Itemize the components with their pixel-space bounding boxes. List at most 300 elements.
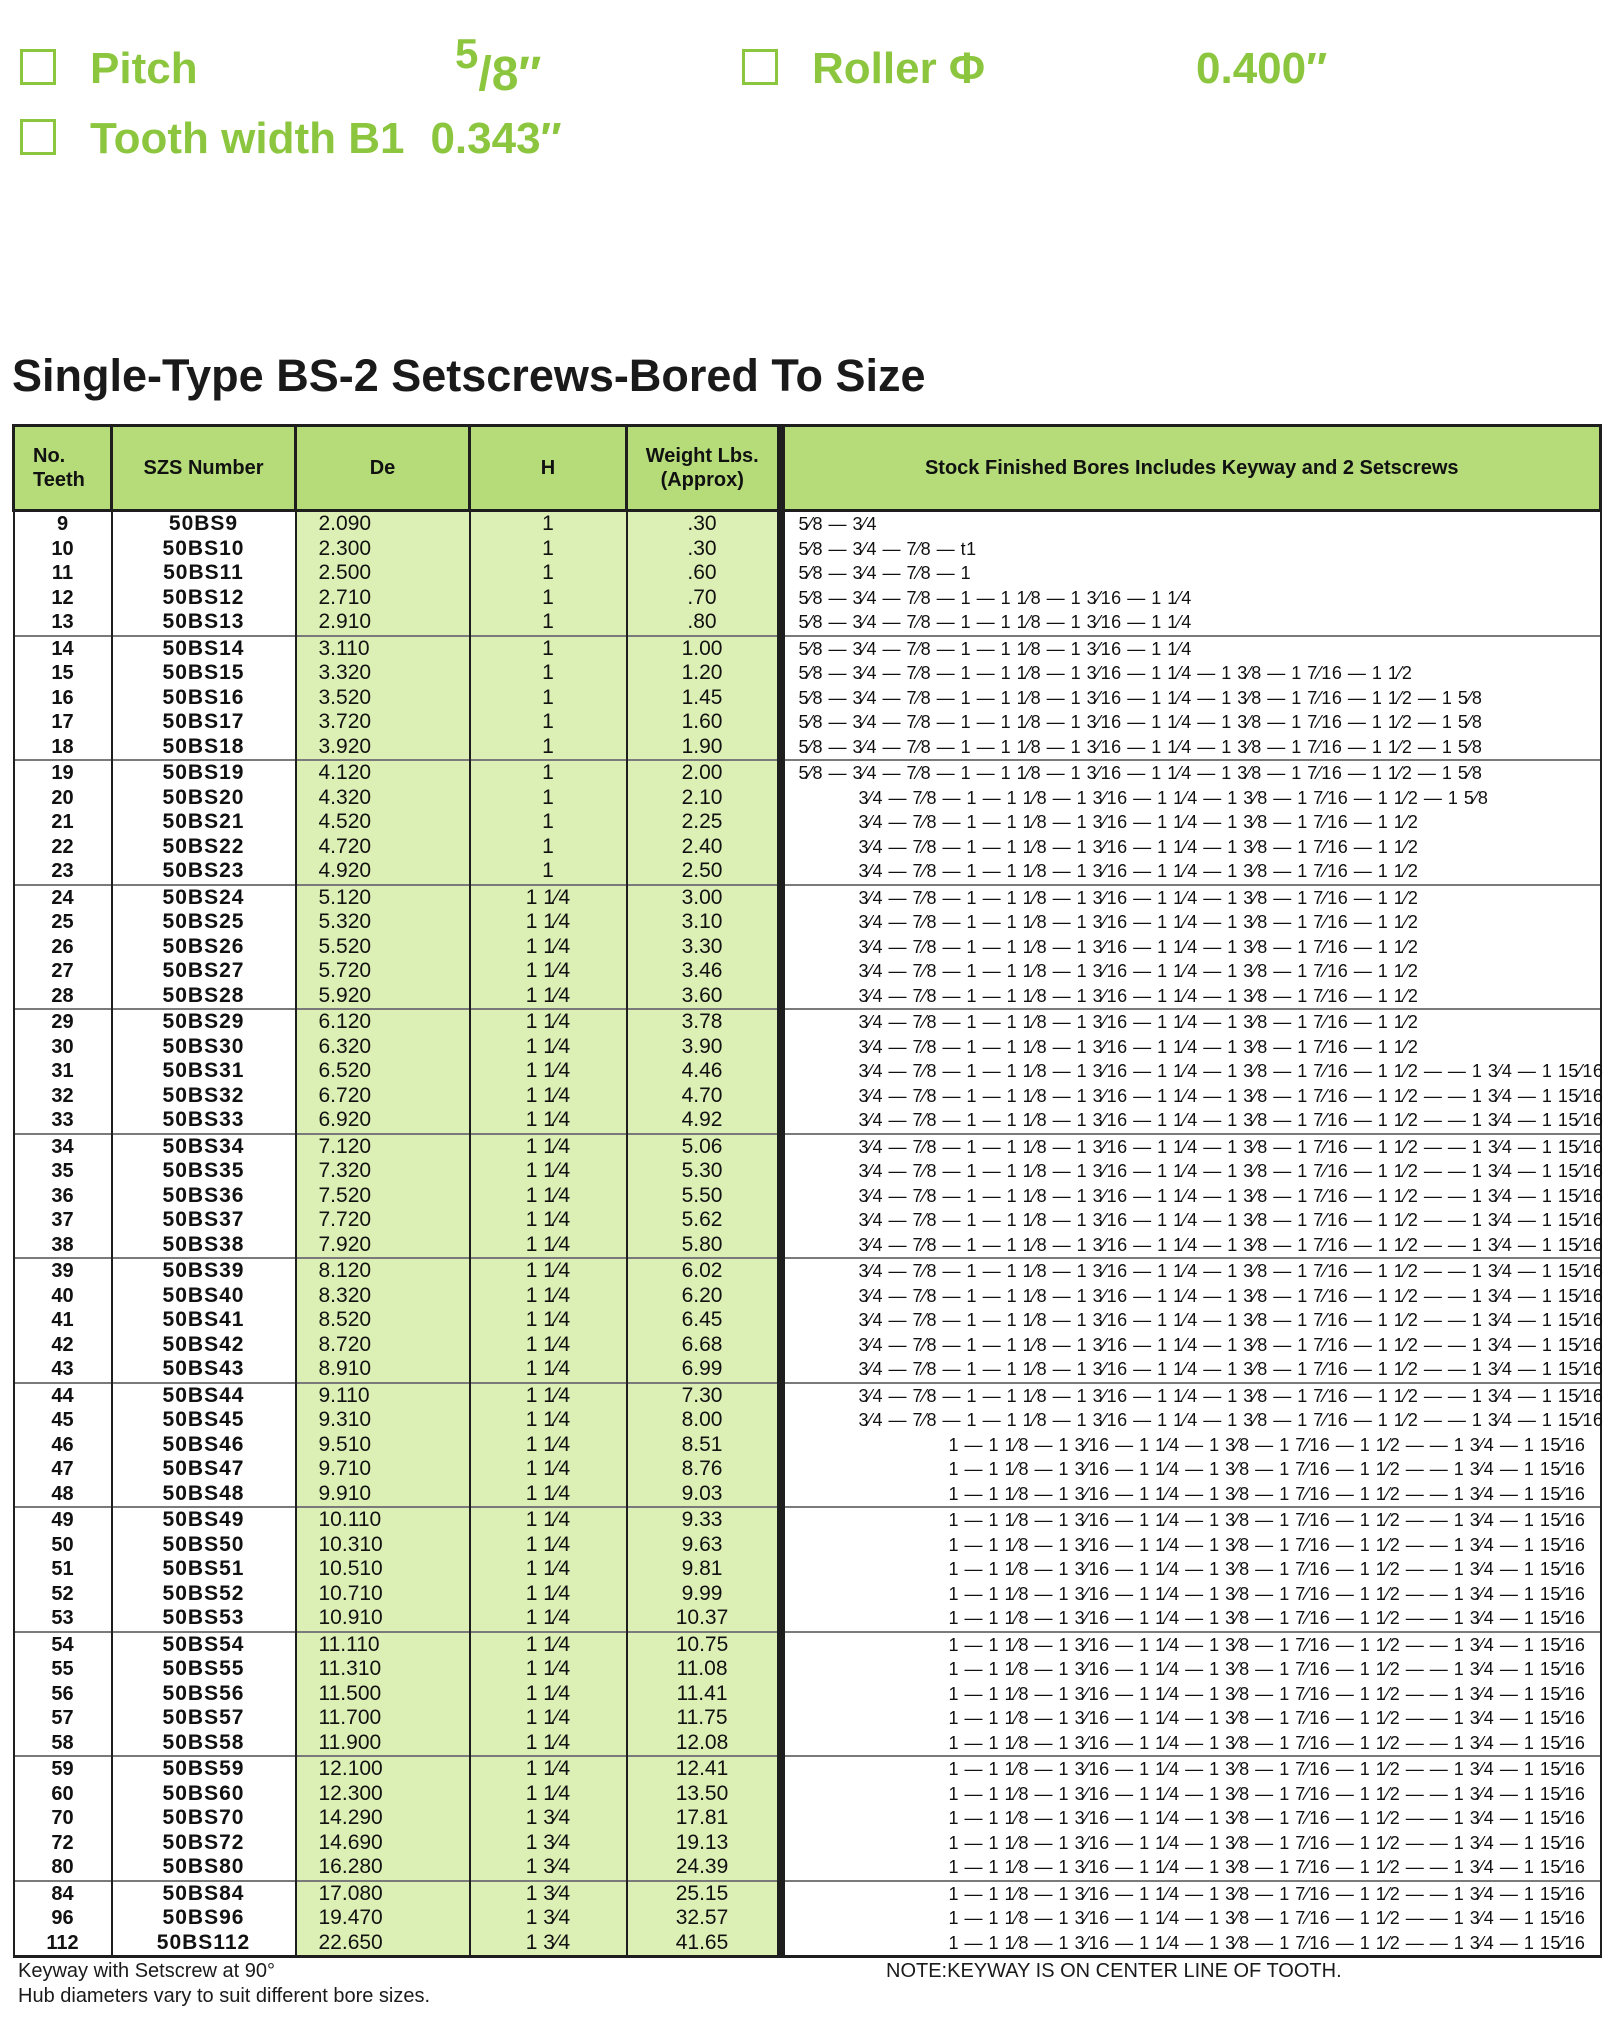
checkbox-icon[interactable]: [742, 49, 778, 85]
stock-bores-cell: 5⁄8 — 3⁄4 — 7⁄8 — 1 — 1 1⁄8 — 1 3⁄16 — 1 1⁄4 — 1 3⁄8 — 1 7⁄16 — 1 1⁄2: [781, 661, 1601, 686]
weight-cell: 11.41: [627, 1682, 781, 1707]
szs-number-cell: 50BS80: [112, 1855, 296, 1881]
de-cell: 6.720: [296, 1084, 470, 1109]
teeth-cell: 25: [14, 910, 112, 935]
hub-length-cell: 1: [470, 511, 627, 537]
szs-number-cell: 50BS42: [112, 1333, 296, 1358]
szs-number-cell: 50BS33: [112, 1108, 296, 1134]
de-cell: 22.650: [296, 1931, 470, 1957]
szs-number-cell: 50BS112: [112, 1931, 296, 1957]
stock-bores-cell: 3⁄4 — 7⁄8 — 1 — 1 1⁄8 — 1 3⁄16 — 1 1⁄4 — 1 3⁄8 — 1 7⁄16 — 1 1⁄2 — — 1 3⁄4 — 1 15⁄16: [781, 1108, 1601, 1134]
stock-bores-cell: 5⁄8 — 3⁄4: [781, 511, 1601, 537]
teeth-cell: 58: [14, 1731, 112, 1757]
de-cell: 10.110: [296, 1507, 470, 1533]
szs-number-cell: 50BS59: [112, 1756, 296, 1782]
footer-centerline-note: NOTE:KEYWAY IS ON CENTER LINE OF TOOTH.: [886, 1960, 1342, 1982]
table-row: [14, 1009, 1601, 1035]
weight-cell: .60: [627, 561, 781, 586]
roller-value: 0.400″: [1196, 44, 1328, 93]
hub-length-cell: 1 3⁄4: [470, 1931, 627, 1957]
de-cell: 8.910: [296, 1357, 470, 1383]
de-cell: 5.920: [296, 984, 470, 1010]
szs-number-cell: 50BS34: [112, 1134, 296, 1160]
hub-length-cell: 1 1⁄4: [470, 1706, 627, 1731]
stock-bores-cell: 3⁄4 — 7⁄8 — 1 — 1 1⁄8 — 1 3⁄16 — 1 1⁄4 — 1 3⁄8 — 1 7⁄16 — 1 1⁄2 — 1 5⁄8: [781, 786, 1601, 811]
table-row: [14, 935, 1601, 960]
szs-number-cell: 50BS20: [112, 786, 296, 811]
table-row: [14, 1906, 1601, 1931]
hub-length-cell: 1 1⁄4: [470, 1184, 627, 1209]
pitch-denominator: /8″: [478, 48, 542, 101]
stock-bores-cell: 5⁄8 — 3⁄4 — 7⁄8 — 1 — 1 1⁄8 — 1 3⁄16 — 1 1⁄4 — 1 3⁄8 — 1 7⁄16 — 1 1⁄2 — 1 5⁄8: [781, 735, 1601, 761]
weight-cell: 2.25: [627, 810, 781, 835]
stock-bores-cell: 1 — 1 1⁄8 — 1 3⁄16 — 1 1⁄4 — 1 3⁄8 — 1 7⁄16 — 1 1⁄2 — — 1 3⁄4 — 1 15⁄16: [781, 1507, 1601, 1533]
de-cell: 6.320: [296, 1035, 470, 1060]
hub-length-cell: 1 1⁄4: [470, 910, 627, 935]
szs-number-cell: 50BS17: [112, 710, 296, 735]
footer-hub-note: Hub diameters vary to suit different bore sizes.: [18, 1985, 431, 2007]
de-cell: 9.110: [296, 1383, 470, 1409]
stock-bores-cell: 3⁄4 — 7⁄8 — 1 — 1 1⁄8 — 1 3⁄16 — 1 1⁄4 — 1 3⁄8 — 1 7⁄16 — 1 1⁄2: [781, 959, 1601, 984]
weight-cell: 6.20: [627, 1284, 781, 1309]
weight-cell: 17.81: [627, 1806, 781, 1831]
table-header-row: [14, 426, 1601, 511]
teeth-cell: 57: [14, 1706, 112, 1731]
stock-bores-cell: 3⁄4 — 7⁄8 — 1 — 1 1⁄8 — 1 3⁄16 — 1 1⁄4 — 1 3⁄8 — 1 7⁄16 — 1 1⁄2: [781, 835, 1601, 860]
stock-bores-cell: 3⁄4 — 7⁄8 — 1 — 1 1⁄8 — 1 3⁄16 — 1 1⁄4 — 1 3⁄8 — 1 7⁄16 — 1 1⁄2 — — 1 3⁄4 — 1 15⁄16: [781, 1059, 1601, 1084]
checkbox-icon[interactable]: [20, 119, 56, 155]
table-row: [14, 786, 1601, 811]
hub-length-cell: 1 1⁄4: [470, 1084, 627, 1109]
hub-length-cell: 1 3⁄4: [470, 1906, 627, 1931]
szs-number-cell: 50BS40: [112, 1284, 296, 1309]
teeth-cell: 40: [14, 1284, 112, 1309]
table-row: [14, 1284, 1601, 1309]
de-cell: 3.920: [296, 735, 470, 761]
szs-number-cell: 50BS57: [112, 1706, 296, 1731]
stock-bores-cell: 1 — 1 1⁄8 — 1 3⁄16 — 1 1⁄4 — 1 3⁄8 — 1 7⁄16 — 1 1⁄2 — — 1 3⁄4 — 1 15⁄16: [781, 1557, 1601, 1582]
stock-bores-cell: 3⁄4 — 7⁄8 — 1 — 1 1⁄8 — 1 3⁄16 — 1 1⁄4 — 1 3⁄8 — 1 7⁄16 — 1 1⁄2 — — 1 3⁄4 — 1 15⁄16: [781, 1159, 1601, 1184]
de-cell: 3.320: [296, 661, 470, 686]
teeth-cell: 96: [14, 1906, 112, 1931]
table-row: [14, 1782, 1601, 1807]
table-row: [14, 1035, 1601, 1060]
hub-length-cell: 1: [470, 710, 627, 735]
stock-bores-cell: 3⁄4 — 7⁄8 — 1 — 1 1⁄8 — 1 3⁄16 — 1 1⁄4 — 1 3⁄8 — 1 7⁄16 — 1 1⁄2 — — 1 3⁄4 — 1 15⁄16: [781, 1383, 1601, 1409]
teeth-cell: 56: [14, 1682, 112, 1707]
weight-cell: 12.41: [627, 1756, 781, 1782]
de-cell: 4.520: [296, 810, 470, 835]
teeth-cell: 112: [14, 1931, 112, 1957]
table-row: [14, 1606, 1601, 1632]
szs-number-cell: 50BS47: [112, 1457, 296, 1482]
teeth-cell: 16: [14, 686, 112, 711]
table-row: [14, 1731, 1601, 1757]
table-row: [14, 1582, 1601, 1607]
stock-bores-cell: 5⁄8 — 3⁄4 — 7⁄8 — 1 — 1 1⁄8 — 1 3⁄16 — 1 1⁄4: [781, 636, 1601, 662]
teeth-cell: 45: [14, 1408, 112, 1433]
hub-length-cell: 1: [470, 610, 627, 636]
hub-length-cell: 1 1⁄4: [470, 1308, 627, 1333]
page-title: Single-Type BS-2 Setscrews-Bored To Size: [12, 350, 926, 401]
weight-cell: 3.30: [627, 935, 781, 960]
szs-number-cell: 50BS37: [112, 1208, 296, 1233]
de-cell: 4.320: [296, 786, 470, 811]
szs-number-cell: 50BS18: [112, 735, 296, 761]
weight-cell: 9.33: [627, 1507, 781, 1533]
szs-number-cell: 50BS54: [112, 1632, 296, 1658]
weight-cell: 11.08: [627, 1657, 781, 1682]
table-row: [14, 1931, 1601, 1957]
de-cell: 12.300: [296, 1782, 470, 1807]
de-cell: 2.300: [296, 537, 470, 562]
table-row: [14, 1433, 1601, 1458]
weight-cell: 2.50: [627, 859, 781, 885]
weight-cell: 1.90: [627, 735, 781, 761]
stock-bores-cell: 1 — 1 1⁄8 — 1 3⁄16 — 1 1⁄4 — 1 3⁄8 — 1 7⁄16 — 1 1⁄2 — — 1 3⁄4 — 1 15⁄16: [781, 1533, 1601, 1558]
weight-cell: .70: [627, 586, 781, 611]
weight-cell: 9.81: [627, 1557, 781, 1582]
szs-number-cell: 50BS52: [112, 1582, 296, 1607]
weight-cell: 19.13: [627, 1831, 781, 1856]
szs-number-cell: 50BS70: [112, 1806, 296, 1831]
teeth-cell: 17: [14, 710, 112, 735]
table-row: [14, 1682, 1601, 1707]
table-row: [14, 1233, 1601, 1259]
de-cell: 9.310: [296, 1408, 470, 1433]
stock-bores-cell: 1 — 1 1⁄8 — 1 3⁄16 — 1 1⁄4 — 1 3⁄8 — 1 7⁄16 — 1 1⁄2 — — 1 3⁄4 — 1 15⁄16: [781, 1582, 1601, 1607]
weight-cell: 5.80: [627, 1233, 781, 1259]
hub-length-cell: 1: [470, 561, 627, 586]
de-cell: 10.710: [296, 1582, 470, 1607]
tooth-width-spec: [20, 114, 562, 164]
stock-bores-cell: 3⁄4 — 7⁄8 — 1 — 1 1⁄8 — 1 3⁄16 — 1 1⁄4 — 1 3⁄8 — 1 7⁄16 — 1 1⁄2: [781, 935, 1601, 960]
hub-length-cell: 1 1⁄4: [470, 1284, 627, 1309]
hub-length-cell: 1 1⁄4: [470, 1035, 627, 1060]
checkbox-icon[interactable]: [20, 49, 56, 85]
szs-number-cell: 50BS36: [112, 1184, 296, 1209]
hub-length-cell: 1 1⁄4: [470, 1059, 627, 1084]
de-cell: 2.500: [296, 561, 470, 586]
stock-bores-cell: 1 — 1 1⁄8 — 1 3⁄16 — 1 1⁄4 — 1 3⁄8 — 1 7⁄16 — 1 1⁄2 — — 1 3⁄4 — 1 15⁄16: [781, 1931, 1601, 1957]
stock-bores-cell: 5⁄8 — 3⁄4 — 7⁄8 — 1 — 1 1⁄8 — 1 3⁄16 — 1 1⁄4: [781, 610, 1601, 636]
teeth-cell: 80: [14, 1855, 112, 1881]
stock-bores-cell: 5⁄8 — 3⁄4 — 7⁄8 — 1 — 1 1⁄8 — 1 3⁄16 — 1 1⁄4 — 1 3⁄8 — 1 7⁄16 — 1 1⁄2 — 1 5⁄8: [781, 686, 1601, 711]
teeth-cell: 36: [14, 1184, 112, 1209]
hub-length-cell: 1 1⁄4: [470, 1009, 627, 1035]
stock-bores-cell: 1 — 1 1⁄8 — 1 3⁄16 — 1 1⁄4 — 1 3⁄8 — 1 7⁄16 — 1 1⁄2 — — 1 3⁄4 — 1 15⁄16: [781, 1482, 1601, 1508]
de-cell: 6.120: [296, 1009, 470, 1035]
de-cell: 16.280: [296, 1855, 470, 1881]
table-row: [14, 1881, 1601, 1907]
weight-cell: 2.40: [627, 835, 781, 860]
de-cell: 2.910: [296, 610, 470, 636]
de-cell: 7.320: [296, 1159, 470, 1184]
de-cell: 2.090: [296, 511, 470, 537]
szs-number-cell: 50BS84: [112, 1881, 296, 1907]
table-row: [14, 1184, 1601, 1209]
szs-number-cell: 50BS14: [112, 636, 296, 662]
hub-length-cell: 1 1⁄4: [470, 1507, 627, 1533]
de-cell: 5.720: [296, 959, 470, 984]
hub-length-cell: 1 3⁄4: [470, 1855, 627, 1881]
hub-length-cell: 1: [470, 786, 627, 811]
de-cell: 8.520: [296, 1308, 470, 1333]
szs-number-cell: 50BS96: [112, 1906, 296, 1931]
hub-length-cell: 1 1⁄4: [470, 1756, 627, 1782]
table-row: [14, 1657, 1601, 1682]
weight-cell: 3.00: [627, 885, 781, 911]
hub-length-cell: 1 1⁄4: [470, 1482, 627, 1508]
weight-cell: 1.20: [627, 661, 781, 686]
tooth-width-label: Tooth width B1: [90, 114, 405, 163]
de-cell: 11.310: [296, 1657, 470, 1682]
szs-number-cell: 50BS56: [112, 1682, 296, 1707]
stock-bores-cell: 5⁄8 — 3⁄4 — 7⁄8 — t1: [781, 537, 1601, 562]
table-row: [14, 959, 1601, 984]
stock-bores-cell: 1 — 1 1⁄8 — 1 3⁄16 — 1 1⁄4 — 1 3⁄8 — 1 7⁄16 — 1 1⁄2 — — 1 3⁄4 — 1 15⁄16: [781, 1457, 1601, 1482]
hub-length-cell: 1 3⁄4: [470, 1806, 627, 1831]
table-row: [14, 1383, 1601, 1409]
de-cell: 14.290: [296, 1806, 470, 1831]
table-row: [14, 1632, 1601, 1658]
table-row: [14, 1756, 1601, 1782]
teeth-cell: 53: [14, 1606, 112, 1632]
hub-length-cell: 1: [470, 859, 627, 885]
hub-length-cell: 1 1⁄4: [470, 1383, 627, 1409]
table-row: [14, 1557, 1601, 1582]
stock-bores-cell: 5⁄8 — 3⁄4 — 7⁄8 — 1 — 1 1⁄8 — 1 3⁄16 — 1 1⁄4: [781, 586, 1601, 611]
de-cell: 10.310: [296, 1533, 470, 1558]
stock-bores-cell: 1 — 1 1⁄8 — 1 3⁄16 — 1 1⁄4 — 1 3⁄8 — 1 7⁄16 — 1 1⁄2 — — 1 3⁄4 — 1 15⁄16: [781, 1433, 1601, 1458]
teeth-cell: 43: [14, 1357, 112, 1383]
szs-number-cell: 50BS45: [112, 1408, 296, 1433]
table-body: [14, 511, 1604, 1957]
teeth-cell: 11: [14, 561, 112, 586]
table-row: [14, 1333, 1601, 1358]
teeth-cell: 38: [14, 1233, 112, 1259]
teeth-cell: 27: [14, 959, 112, 984]
stock-bores-cell: 1 — 1 1⁄8 — 1 3⁄16 — 1 1⁄4 — 1 3⁄8 — 1 7⁄16 — 1 1⁄2 — — 1 3⁄4 — 1 15⁄16: [781, 1682, 1601, 1707]
teeth-cell: 54: [14, 1632, 112, 1658]
hub-length-cell: 1: [470, 760, 627, 786]
teeth-cell: 9: [14, 511, 112, 537]
table-row: [14, 1806, 1601, 1831]
teeth-cell: 55: [14, 1657, 112, 1682]
stock-bores-cell: 3⁄4 — 7⁄8 — 1 — 1 1⁄8 — 1 3⁄16 — 1 1⁄4 — 1 3⁄8 — 1 7⁄16 — 1 1⁄2 — — 1 3⁄4 — 1 15⁄16: [781, 1408, 1601, 1433]
stock-bores-cell: 5⁄8 — 3⁄4 — 7⁄8 — 1: [781, 561, 1601, 586]
weight-cell: .80: [627, 610, 781, 636]
teeth-cell: 50: [14, 1533, 112, 1558]
de-cell: 11.700: [296, 1706, 470, 1731]
stock-bores-cell: 3⁄4 — 7⁄8 — 1 — 1 1⁄8 — 1 3⁄16 — 1 1⁄4 — 1 3⁄8 — 1 7⁄16 — 1 1⁄2 — — 1 3⁄4 — 1 15⁄16: [781, 1084, 1601, 1109]
hub-length-cell: 1 1⁄4: [470, 1408, 627, 1433]
de-cell: 4.920: [296, 859, 470, 885]
de-cell: 7.520: [296, 1184, 470, 1209]
table-row: [14, 636, 1601, 662]
hub-length-cell: 1 1⁄4: [470, 959, 627, 984]
szs-number-cell: 50BS22: [112, 835, 296, 860]
de-cell: 7.120: [296, 1134, 470, 1160]
szs-number-cell: 50BS25: [112, 910, 296, 935]
table-row: [14, 1208, 1601, 1233]
table-row: [14, 910, 1601, 935]
szs-number-cell: 50BS26: [112, 935, 296, 960]
table-row: [14, 610, 1601, 636]
szs-number-cell: 50BS50: [112, 1533, 296, 1558]
szs-number-cell: 50BS51: [112, 1557, 296, 1582]
szs-number-cell: 50BS15: [112, 661, 296, 686]
stock-bores-cell: 3⁄4 — 7⁄8 — 1 — 1 1⁄8 — 1 3⁄16 — 1 1⁄4 — 1 3⁄8 — 1 7⁄16 — 1 1⁄2 — — 1 3⁄4 — 1 15⁄16: [781, 1333, 1601, 1358]
hub-length-cell: 1 1⁄4: [470, 1782, 627, 1807]
teeth-cell: 23: [14, 859, 112, 885]
weight-cell: 5.50: [627, 1184, 781, 1209]
hub-length-cell: 1: [470, 661, 627, 686]
weight-cell: 9.03: [627, 1482, 781, 1508]
stock-bores-cell: 3⁄4 — 7⁄8 — 1 — 1 1⁄8 — 1 3⁄16 — 1 1⁄4 — 1 3⁄8 — 1 7⁄16 — 1 1⁄2: [781, 910, 1601, 935]
weight-cell: 8.76: [627, 1457, 781, 1482]
teeth-cell: 12: [14, 586, 112, 611]
weight-cell: 8.00: [627, 1408, 781, 1433]
pitch-spec: [20, 44, 198, 94]
hub-length-cell: 1 1⁄4: [470, 1233, 627, 1259]
stock-bores-cell: 3⁄4 — 7⁄8 — 1 — 1 1⁄8 — 1 3⁄16 — 1 1⁄4 — 1 3⁄8 — 1 7⁄16 — 1 1⁄2 — — 1 3⁄4 — 1 15⁄16: [781, 1357, 1601, 1383]
teeth-cell: 46: [14, 1433, 112, 1458]
col-header-teeth: No. Teeth: [14, 426, 112, 511]
hub-length-cell: 1: [470, 735, 627, 761]
hub-length-cell: 1: [470, 835, 627, 860]
teeth-cell: 35: [14, 1159, 112, 1184]
pitch-value: [455, 30, 541, 102]
teeth-cell: 33: [14, 1108, 112, 1134]
stock-bores-cell: 3⁄4 — 7⁄8 — 1 — 1 1⁄8 — 1 3⁄16 — 1 1⁄4 — 1 3⁄8 — 1 7⁄16 — 1 1⁄2 — — 1 3⁄4 — 1 15⁄16: [781, 1233, 1601, 1259]
weight-cell: 6.45: [627, 1308, 781, 1333]
stock-bores-cell: 1 — 1 1⁄8 — 1 3⁄16 — 1 1⁄4 — 1 3⁄8 — 1 7⁄16 — 1 1⁄2 — — 1 3⁄4 — 1 15⁄16: [781, 1706, 1601, 1731]
hub-length-cell: 1 1⁄4: [470, 1159, 627, 1184]
teeth-cell: 28: [14, 984, 112, 1010]
table-row: [14, 1855, 1601, 1881]
teeth-cell: 59: [14, 1756, 112, 1782]
szs-number-cell: 50BS38: [112, 1233, 296, 1259]
table-row: [14, 1831, 1601, 1856]
table-row: [14, 511, 1601, 537]
table-row: [14, 561, 1601, 586]
stock-bores-cell: 3⁄4 — 7⁄8 — 1 — 1 1⁄8 — 1 3⁄16 — 1 1⁄4 — 1 3⁄8 — 1 7⁄16 — 1 1⁄2 — — 1 3⁄4 — 1 15⁄16: [781, 1284, 1601, 1309]
hub-length-cell: 1: [470, 537, 627, 562]
szs-number-cell: 50BS48: [112, 1482, 296, 1508]
teeth-cell: 22: [14, 835, 112, 860]
szs-number-cell: 50BS58: [112, 1731, 296, 1757]
teeth-cell: 39: [14, 1258, 112, 1284]
stock-bores-cell: 1 — 1 1⁄8 — 1 3⁄16 — 1 1⁄4 — 1 3⁄8 — 1 7⁄16 — 1 1⁄2 — — 1 3⁄4 — 1 15⁄16: [781, 1756, 1601, 1782]
szs-number-cell: 50BS32: [112, 1084, 296, 1109]
weight-cell: 1.00: [627, 636, 781, 662]
stock-bores-cell: 1 — 1 1⁄8 — 1 3⁄16 — 1 1⁄4 — 1 3⁄8 — 1 7⁄16 — 1 1⁄2 — — 1 3⁄4 — 1 15⁄16: [781, 1881, 1601, 1907]
hub-length-cell: 1 3⁄4: [470, 1881, 627, 1907]
szs-number-cell: 50BS27: [112, 959, 296, 984]
de-cell: 3.720: [296, 710, 470, 735]
weight-cell: 1.45: [627, 686, 781, 711]
de-cell: 3.520: [296, 686, 470, 711]
de-cell: 4.720: [296, 835, 470, 860]
de-cell: 8.120: [296, 1258, 470, 1284]
table-row: [14, 1706, 1601, 1731]
table-row: [14, 1482, 1601, 1508]
hub-length-cell: 1 1⁄4: [470, 1333, 627, 1358]
teeth-cell: 21: [14, 810, 112, 835]
tooth-width-value: 0.343″: [430, 114, 562, 163]
table-row: [14, 984, 1601, 1010]
de-cell: 7.920: [296, 1233, 470, 1259]
table-row: [14, 1308, 1601, 1333]
stock-bores-cell: 1 — 1 1⁄8 — 1 3⁄16 — 1 1⁄4 — 1 3⁄8 — 1 7⁄16 — 1 1⁄2 — — 1 3⁄4 — 1 15⁄16: [781, 1831, 1601, 1856]
de-cell: 11.900: [296, 1731, 470, 1757]
teeth-cell: 84: [14, 1881, 112, 1907]
weight-cell: 6.02: [627, 1258, 781, 1284]
szs-number-cell: 50BS46: [112, 1433, 296, 1458]
stock-bores-cell: 5⁄8 — 3⁄4 — 7⁄8 — 1 — 1 1⁄8 — 1 3⁄16 — 1 1⁄4 — 1 3⁄8 — 1 7⁄16 — 1 1⁄2 — 1 5⁄8: [781, 710, 1601, 735]
hub-length-cell: 1 1⁄4: [470, 1433, 627, 1458]
table-row: [14, 1357, 1601, 1383]
table-row: [14, 1159, 1601, 1184]
szs-number-cell: 50BS29: [112, 1009, 296, 1035]
weight-cell: .30: [627, 537, 781, 562]
table-row: [14, 859, 1601, 885]
de-cell: 11.110: [296, 1632, 470, 1658]
table-row: [14, 1108, 1601, 1134]
table-row: [14, 1084, 1601, 1109]
table-row: [14, 1408, 1601, 1433]
teeth-cell: 41: [14, 1308, 112, 1333]
weight-cell: 4.46: [627, 1059, 781, 1084]
weight-cell: 3.60: [627, 984, 781, 1010]
hub-length-cell: 1 1⁄4: [470, 1731, 627, 1757]
weight-cell: 8.51: [627, 1433, 781, 1458]
de-cell: 5.520: [296, 935, 470, 960]
stock-bores-cell: 1 — 1 1⁄8 — 1 3⁄16 — 1 1⁄4 — 1 3⁄8 — 1 7⁄16 — 1 1⁄2 — — 1 3⁄4 — 1 15⁄16: [781, 1606, 1601, 1632]
hub-length-cell: 1 1⁄4: [470, 1682, 627, 1707]
teeth-cell: 19: [14, 760, 112, 786]
hub-length-cell: 1 1⁄4: [470, 1657, 627, 1682]
hub-length-cell: 1 1⁄4: [470, 885, 627, 911]
teeth-cell: 15: [14, 661, 112, 686]
de-cell: 5.320: [296, 910, 470, 935]
col-header-h: H: [470, 426, 627, 511]
de-cell: 9.710: [296, 1457, 470, 1482]
de-cell: 14.690: [296, 1831, 470, 1856]
col-header-bores: Stock Finished Bores Includes Keyway and 2 Setscrews: [781, 426, 1601, 511]
weight-cell: 7.30: [627, 1383, 781, 1409]
teeth-cell: 24: [14, 885, 112, 911]
weight-cell: 10.75: [627, 1632, 781, 1658]
teeth-cell: 37: [14, 1208, 112, 1233]
teeth-cell: 18: [14, 735, 112, 761]
teeth-cell: 13: [14, 610, 112, 636]
footer-keyway-note: Keyway with Setscrew at 90°: [18, 1960, 275, 1982]
weight-cell: 3.46: [627, 959, 781, 984]
teeth-cell: 51: [14, 1557, 112, 1582]
weight-cell: 13.50: [627, 1782, 781, 1807]
table-row: [14, 586, 1601, 611]
szs-number-cell: 50BS31: [112, 1059, 296, 1084]
szs-number-cell: 50BS28: [112, 984, 296, 1010]
teeth-cell: 42: [14, 1333, 112, 1358]
weight-cell: 9.63: [627, 1533, 781, 1558]
szs-number-cell: 50BS72: [112, 1831, 296, 1856]
table-row: [14, 810, 1601, 835]
de-cell: 10.510: [296, 1557, 470, 1582]
stock-bores-cell: 1 — 1 1⁄8 — 1 3⁄16 — 1 1⁄4 — 1 3⁄8 — 1 7⁄16 — 1 1⁄2 — — 1 3⁄4 — 1 15⁄16: [781, 1731, 1601, 1757]
